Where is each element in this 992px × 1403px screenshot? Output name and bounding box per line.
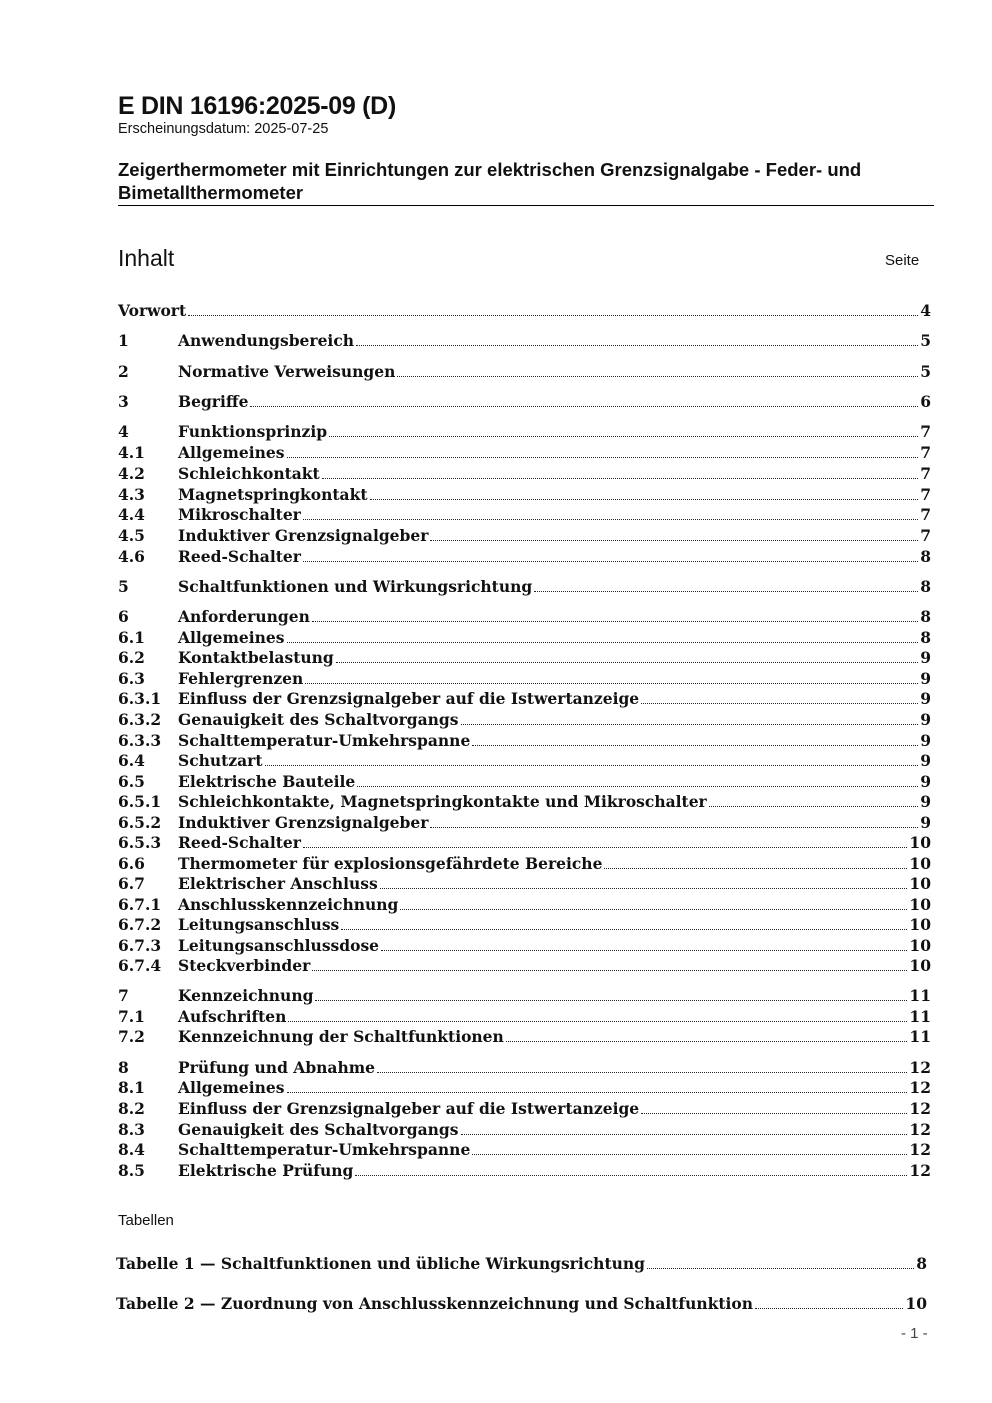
- toc-entry-number: 6.3.3: [118, 731, 162, 750]
- toc-entry-label: Steckverbinder: [178, 956, 311, 975]
- toc-dot-leader: [265, 764, 919, 766]
- toc-entry-label: Schleichkontakte, Magnetspringkontakte und Mikroschalter: [178, 792, 707, 811]
- toc-entry[interactable]: [118, 331, 931, 351]
- toc-entry-page: 7: [920, 505, 931, 524]
- toc-entry-page: 9: [920, 751, 931, 770]
- toc-entry[interactable]: [118, 710, 931, 730]
- toc-dot-leader: [472, 744, 918, 746]
- toc-entry-number: 6.2: [118, 648, 145, 667]
- toc-entry-number: 3: [118, 392, 129, 411]
- toc-entry-number: 6.7: [118, 874, 145, 893]
- toc-entry-label: Schaltfunktionen und Wirkungsrichtung: [178, 577, 533, 596]
- toc-entry-label: Anschlusskennzeichnung: [178, 895, 399, 914]
- toc-entry-label: Kennzeichnung der Schaltfunktionen: [178, 1027, 504, 1046]
- title-divider: [118, 205, 934, 206]
- toc-entry-label: Vorwort: [118, 301, 187, 320]
- toc-entry-page: 9: [920, 813, 931, 832]
- toc-dot-leader: [357, 785, 918, 787]
- toc-entry[interactable]: [118, 1078, 931, 1098]
- toc-entry-number: 6.1: [118, 628, 145, 647]
- toc-entry-page: 10: [909, 833, 931, 852]
- toc-entry[interactable]: [118, 362, 931, 382]
- toc-entry[interactable]: [118, 577, 931, 597]
- toc-entry-page: 9: [920, 689, 931, 708]
- toc-entry-label: Leitungsanschluss: [178, 915, 340, 934]
- toc-entry-label: Induktiver Grenzsignalgeber: [178, 526, 429, 545]
- toc-entry-number: 4.3: [118, 485, 145, 504]
- toc-entry-page: 12: [909, 1058, 931, 1077]
- toc-entry-page: 10: [909, 956, 931, 975]
- toc-entry[interactable]: [118, 392, 931, 412]
- toc-entry[interactable]: [118, 731, 931, 751]
- toc-entry-label: Reed-Schalter: [178, 547, 301, 566]
- toc-entry-page: 9: [920, 772, 931, 791]
- toc-entry[interactable]: [118, 813, 931, 833]
- toc-entry-page: 12: [909, 1161, 931, 1180]
- toc-entry-label: Allgemeines: [178, 1078, 285, 1097]
- toc-dot-leader: [604, 867, 907, 869]
- toc-entry-page: 9: [920, 648, 931, 667]
- toc-entry-number: 6: [118, 607, 129, 626]
- publication-date: Erscheinungsdatum: 2025-07-25: [118, 121, 329, 137]
- toc-dot-leader: [370, 498, 919, 500]
- toc-entry-number: 7: [118, 986, 129, 1005]
- toc-entry-page: 9: [920, 710, 931, 729]
- toc-entry-number: 4.4: [118, 505, 145, 524]
- toc-entry-number: 6.5.3: [118, 833, 162, 852]
- toc-dot-leader: [322, 477, 919, 479]
- toc-entry[interactable]: [118, 443, 931, 463]
- toc-entry[interactable]: [118, 485, 931, 505]
- toc-entry-number: 1: [118, 331, 129, 350]
- toc-dot-leader: [288, 1020, 907, 1022]
- toc-dot-leader: [336, 661, 918, 663]
- toc-entry-number: 6.4: [118, 751, 145, 770]
- toc-entry[interactable]: [118, 792, 931, 812]
- toc-entry[interactable]: [118, 301, 931, 321]
- table-list-entry-page: 10: [905, 1294, 927, 1313]
- toc-heading: Inhalt: [118, 245, 175, 271]
- toc-entry-label: Thermometer für explosionsgefährdete Bereiche: [178, 854, 603, 873]
- toc-entry[interactable]: [118, 772, 931, 792]
- toc-entry-page: 7: [920, 443, 931, 462]
- toc-entry-label: Einfluss der Grenzsignalgeber auf die Istwertanzeige: [178, 1099, 640, 1118]
- toc-entry-label: Genauigkeit des Schaltvorgangs: [178, 1120, 459, 1139]
- toc-dot-leader: [303, 560, 918, 562]
- toc-dot-leader: [641, 702, 918, 704]
- toc-entry-number: 8.3: [118, 1120, 145, 1139]
- toc-entry-page: 12: [909, 1120, 931, 1139]
- toc-dot-leader: [305, 682, 918, 684]
- toc-entry-page: 10: [909, 895, 931, 914]
- toc-entry-page: 4: [920, 301, 931, 320]
- toc-dot-leader: [287, 1091, 908, 1093]
- table-list-entry-label: Tabelle 1 — Schaltfunktionen und übliche Wirkungsrichtung: [116, 1254, 645, 1273]
- toc-entry[interactable]: [118, 956, 931, 976]
- toc-entry-page: 8: [920, 577, 931, 596]
- toc-entry-number: 7.1: [118, 1007, 145, 1026]
- toc-entry[interactable]: [118, 1027, 931, 1047]
- toc-entry[interactable]: [118, 607, 931, 627]
- table-list-entry-page: 8: [916, 1254, 927, 1273]
- toc-entry[interactable]: [118, 1140, 931, 1160]
- toc-entry-label: Genauigkeit des Schaltvorgangs: [178, 710, 459, 729]
- toc-dot-leader: [356, 344, 918, 346]
- toc-entry-page: 10: [909, 915, 931, 934]
- toc-entry[interactable]: [118, 669, 931, 689]
- toc-dot-leader: [506, 1040, 908, 1042]
- toc-entry-page: 10: [909, 874, 931, 893]
- toc-dot-leader: [377, 1071, 907, 1073]
- toc-entry-page: 6: [920, 392, 931, 411]
- toc-entry-page: 11: [909, 986, 931, 1005]
- toc-entry-label: Schutzart: [178, 751, 263, 770]
- toc-entry[interactable]: [118, 1099, 931, 1119]
- toc-entry-label: Kennzeichnung: [178, 986, 314, 1005]
- toc-entry-number: 5: [118, 577, 129, 596]
- toc-entry-number: 7.2: [118, 1027, 145, 1046]
- toc-entry-page: 5: [920, 331, 931, 350]
- toc-entry-number: 6.7.3: [118, 936, 162, 955]
- toc-entry-label: Aufschriften: [178, 1007, 287, 1026]
- toc-dot-leader: [641, 1112, 907, 1114]
- toc-entry-page: 10: [909, 936, 931, 955]
- toc-dot-leader: [312, 620, 918, 622]
- toc-entry-label: Mikroschalter: [178, 505, 301, 524]
- toc-entry[interactable]: [118, 986, 931, 1006]
- toc-dot-leader: [341, 928, 907, 930]
- toc-entry[interactable]: [118, 1007, 931, 1027]
- toc-entry[interactable]: [118, 854, 931, 874]
- toc-entry-page: 9: [920, 669, 931, 688]
- document-id: E DIN 16196:2025-09 (D): [118, 92, 396, 120]
- page-number: - 1 -: [901, 1325, 928, 1342]
- toc-entry-number: 8.1: [118, 1078, 145, 1097]
- toc-entry[interactable]: [118, 547, 931, 567]
- toc-entry-label: Kontaktbelastung: [178, 648, 334, 667]
- toc-dot-leader: [303, 846, 908, 848]
- toc-entry-label: Allgemeines: [178, 628, 285, 647]
- toc-entry-label: Anforderungen: [178, 607, 310, 626]
- toc-entry-label: Reed-Schalter: [178, 833, 301, 852]
- toc-entry-page: 7: [920, 422, 931, 441]
- toc-entry[interactable]: [118, 689, 931, 709]
- toc-entry-label: Schalttemperatur-Umkehrspanne: [178, 731, 471, 750]
- toc-entry-label: Elektrische Prüfung: [178, 1161, 354, 1180]
- toc-entry-page: 5: [920, 362, 931, 381]
- toc-entry[interactable]: [118, 526, 931, 546]
- toc-entry-page: 11: [909, 1007, 931, 1026]
- toc-entry-number: 4.1: [118, 443, 145, 462]
- toc-page-column-heading: Seite: [885, 252, 920, 269]
- toc-dot-leader: [287, 456, 919, 458]
- toc-entry[interactable]: [118, 915, 931, 935]
- toc-entry-number: 6.3.2: [118, 710, 162, 729]
- toc-entry[interactable]: [118, 648, 931, 668]
- toc-entry[interactable]: [118, 422, 931, 442]
- toc-entry[interactable]: [118, 1120, 931, 1140]
- table-list-entry-label: Tabelle 2 — Zuordnung von Anschlusskennzeichnung und Schaltfunktion: [116, 1294, 754, 1313]
- toc-dot-leader: [287, 641, 919, 643]
- toc-dot-leader: [709, 805, 918, 807]
- toc-dot-leader: [534, 590, 918, 592]
- toc-entry-label: Begriffe: [178, 392, 249, 411]
- document-title: Zeigerthermometer mit Einrichtungen zur elektrischen Grenzsignalgabe - Feder- und Bimetallthermometer: [118, 159, 862, 203]
- toc-entry-number: 6.5.2: [118, 813, 162, 832]
- toc-entry-page: 8: [920, 547, 931, 566]
- toc-dot-leader: [380, 887, 908, 889]
- toc-entry-number: 6.3: [118, 669, 145, 688]
- tables-heading: Tabellen: [118, 1212, 174, 1229]
- table-list-entry[interactable]: [116, 1254, 927, 1274]
- toc-entry-label: Induktiver Grenzsignalgeber: [178, 813, 429, 832]
- toc-entry-page: 11: [909, 1027, 931, 1046]
- toc-entry[interactable]: [118, 1161, 931, 1181]
- toc-entry-number: 8: [118, 1058, 129, 1077]
- table-list-dot-leader: [755, 1307, 903, 1309]
- toc-entry-page: 9: [920, 731, 931, 750]
- toc-entry-number: 6.3.1: [118, 689, 162, 708]
- toc-dot-leader: [400, 908, 907, 910]
- toc-entry-label: Allgemeines: [178, 443, 285, 462]
- toc-dot-leader: [188, 314, 918, 316]
- toc-entry-page: 10: [909, 854, 931, 873]
- toc-entry-number: 4: [118, 422, 129, 441]
- toc-entry-page: 12: [909, 1078, 931, 1097]
- toc-entry-number: 8.4: [118, 1140, 145, 1159]
- toc-entry-page: 12: [909, 1099, 931, 1118]
- toc-entry[interactable]: [118, 751, 931, 771]
- toc-entry-number: 4.2: [118, 464, 145, 483]
- table-list-dot-leader: [647, 1267, 914, 1269]
- toc-entry-label: Magnetspringkontakt: [178, 485, 368, 504]
- toc-entry-number: 6.7.2: [118, 915, 162, 934]
- toc-dot-leader: [303, 518, 918, 520]
- toc-entry-page: 7: [920, 526, 931, 545]
- toc-entry-label: Schalttemperatur-Umkehrspanne: [178, 1140, 471, 1159]
- toc-entry-label: Prüfung und Abnahme: [178, 1058, 376, 1077]
- toc-dot-leader: [430, 826, 918, 828]
- toc-dot-leader: [381, 949, 907, 951]
- toc-entry-page: 7: [920, 464, 931, 483]
- toc-entry-number: 6.7.4: [118, 956, 162, 975]
- toc-entry[interactable]: [118, 1058, 931, 1078]
- toc-entry[interactable]: [118, 895, 931, 915]
- toc-entry-number: 4.6: [118, 547, 145, 566]
- toc-entry-number: 2: [118, 362, 129, 381]
- toc-entry-number: 8.2: [118, 1099, 145, 1118]
- toc-dot-leader: [461, 1133, 908, 1135]
- toc-entry-label: Schleichkontakt: [178, 464, 320, 483]
- toc-entry[interactable]: [118, 936, 931, 956]
- toc-entry-number: 6.7.1: [118, 895, 162, 914]
- toc-dot-leader: [250, 405, 918, 407]
- toc-entry-label: Anwendungsbereich: [178, 331, 355, 350]
- toc-dot-leader: [397, 375, 918, 377]
- toc-entry-page: 8: [920, 607, 931, 626]
- toc-entry[interactable]: [118, 628, 931, 648]
- toc-entry[interactable]: [118, 505, 931, 525]
- toc-entry-page: 12: [909, 1140, 931, 1159]
- toc-entry-label: Normative Verweisungen: [178, 362, 396, 381]
- toc-entry-number: 6.5: [118, 772, 145, 791]
- toc-entry-label: Fehlergrenzen: [178, 669, 304, 688]
- toc-dot-leader: [472, 1153, 907, 1155]
- toc-dot-leader: [329, 435, 918, 437]
- toc-entry[interactable]: [118, 833, 931, 853]
- toc-dot-leader: [430, 539, 918, 541]
- toc-entry-page: 7: [920, 485, 931, 504]
- toc-entry-label: Einfluss der Grenzsignalgeber auf die Istwertanzeige: [178, 689, 640, 708]
- toc-entry-page: 8: [920, 628, 931, 647]
- table-list-entry[interactable]: [116, 1294, 927, 1314]
- toc-entry-number: 6.6: [118, 854, 145, 873]
- toc-entry[interactable]: [118, 464, 931, 484]
- toc-entry-label: Elektrischer Anschluss: [178, 874, 378, 893]
- toc-entry-label: Funktionsprinzip: [178, 422, 328, 441]
- toc-entry-page: 9: [920, 792, 931, 811]
- toc-entry-number: 4.5: [118, 526, 145, 545]
- toc-entry-label: Elektrische Bauteile: [178, 772, 356, 791]
- toc-dot-leader: [461, 723, 919, 725]
- toc-entry-label: Leitungsanschlussdose: [178, 936, 380, 955]
- toc-entry-number: 8.5: [118, 1161, 145, 1180]
- toc-dot-leader: [312, 969, 907, 971]
- toc-entry-number: 6.5.1: [118, 792, 162, 811]
- toc-dot-leader: [355, 1174, 907, 1176]
- toc-dot-leader: [315, 999, 907, 1001]
- toc-entry[interactable]: [118, 874, 931, 894]
